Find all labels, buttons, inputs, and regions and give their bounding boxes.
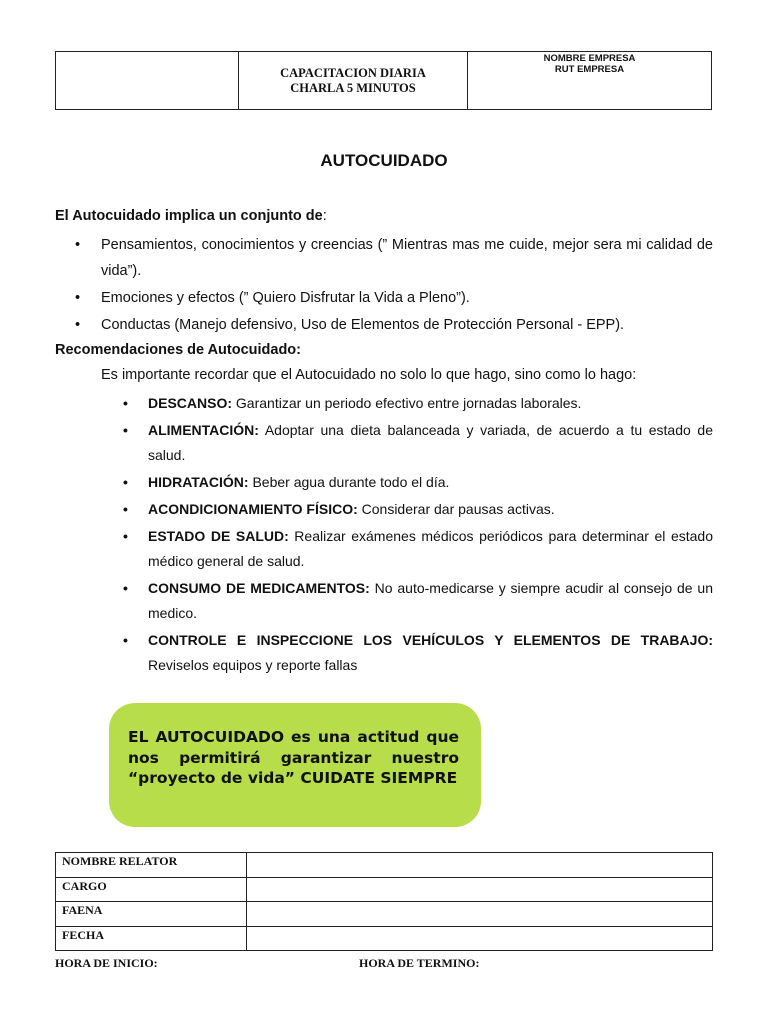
table-row: [56, 902, 713, 927]
form-label: NOMBRE RELATOR: [56, 853, 247, 878]
bullet-icon: •: [123, 528, 128, 544]
item-text: Garantizar un periodo efectivo entre jornadas laborales.: [232, 395, 582, 411]
list-item: [101, 391, 713, 416]
page-title: AUTOCUIDADO: [320, 151, 448, 170]
bullet-icon: •: [75, 290, 81, 306]
table-row: [56, 877, 713, 902]
form-label: FECHA: [56, 926, 247, 951]
company-rut: RUT EMPRESA: [554, 64, 625, 75]
list-item: [55, 312, 713, 338]
company-name: NOMBRE EMPRESA: [543, 53, 636, 64]
bullet-icon: •: [123, 580, 128, 596]
recommendations-title: Recomendaciones de Autocuidado:: [55, 342, 301, 358]
item-text: Considerar dar pausas activas.: [357, 501, 555, 517]
header-title-line2: CHARLA 5 MINUTOS: [290, 80, 416, 95]
form-value-field[interactable]: [247, 853, 713, 878]
item-text: Reviselos equipos y reporte fallas: [148, 657, 358, 673]
form-label: CARGO: [56, 877, 247, 902]
list-item-text: Emociones y efectos (” Quiero Disfrutar la Vida a Pleno”).: [101, 290, 470, 306]
list-item: [101, 497, 713, 522]
header-logo-cell: [56, 52, 239, 109]
list-item: [101, 418, 713, 468]
components-list: [55, 232, 713, 339]
item-label: CONTROLE E INSPECCIONE LOS VEHÍCULOS Y ELEMENTOS DE TRABAJO:: [148, 632, 713, 648]
table-row: [56, 853, 713, 878]
intro-heading: [55, 208, 327, 224]
form-value-field[interactable]: [247, 877, 713, 902]
list-item-text: Pensamientos, conocimientos y creencias (” Mientras mas me cuide, mejor sera mi calidad de vida”).: [101, 237, 713, 279]
table-row: [56, 926, 713, 951]
hora-termino-label: HORA DE TERMINO:: [359, 956, 480, 970]
item-label: CONSUMO DE MEDICAMENTOS:: [148, 580, 370, 596]
item-label: HIDRATACIÓN:: [148, 474, 249, 490]
bullet-icon: •: [123, 422, 128, 438]
callout-box: EL AUTOCUIDADO es una actitud que nos permitirá garantizar nuestro “proyecto de vida” CUIDATE SIEMPRE: [109, 703, 481, 827]
bullet-icon: •: [123, 632, 128, 648]
item-label: ACONDICIONAMIENTO FÍSICO:: [148, 501, 358, 517]
item-label: ESTADO DE SALUD:: [148, 528, 289, 544]
list-item: [101, 576, 713, 626]
item-text: No auto-medicarse y siempre acudir al consejo de un medico.: [148, 580, 713, 621]
bullet-icon: •: [123, 501, 128, 517]
recommendations-list: [101, 391, 713, 680]
intro-colon: :: [322, 208, 327, 224]
list-item: [55, 285, 713, 311]
item-label: DESCANSO:: [148, 395, 233, 411]
header-table: [55, 51, 712, 110]
form-value-field[interactable]: [247, 926, 713, 951]
hora-inicio-label: HORA DE INICIO:: [55, 956, 158, 970]
item-text: Beber agua durante todo el día.: [248, 474, 450, 490]
relator-form-table: [55, 852, 713, 951]
list-item: [101, 470, 713, 495]
intro-text: El Autocuidado implica un conjunto de: [55, 208, 323, 224]
header-title-line1: CAPACITACION DIARIA: [280, 65, 426, 80]
form-label: FAENA: [56, 902, 247, 927]
bullet-icon: •: [75, 237, 81, 253]
bullet-icon: •: [123, 474, 128, 490]
bullet-icon: •: [123, 395, 128, 411]
item-text: Adoptar una dieta balanceada y variada, de acuerdo a tu estado de salud.: [148, 422, 713, 463]
header-company-cell: [468, 52, 711, 109]
list-item: [55, 232, 713, 284]
list-item: [101, 628, 713, 678]
item-label: ALIMENTACIÓN:: [148, 422, 259, 438]
list-item-text: Conductas (Manejo defensivo, Uso de Elementos de Protección Personal - EPP).: [101, 317, 625, 333]
form-value-field[interactable]: [247, 902, 713, 927]
list-item: [101, 524, 713, 574]
item-text: Realizar exámenes médicos periódicos para determinar el estado médico general de salud.: [148, 528, 713, 569]
header-title-cell: [239, 52, 468, 109]
bullet-icon: •: [75, 317, 81, 333]
recommendations-intro: Es importante recordar que el Autocuidado no solo lo que hago, sino como lo hago:: [101, 367, 637, 383]
